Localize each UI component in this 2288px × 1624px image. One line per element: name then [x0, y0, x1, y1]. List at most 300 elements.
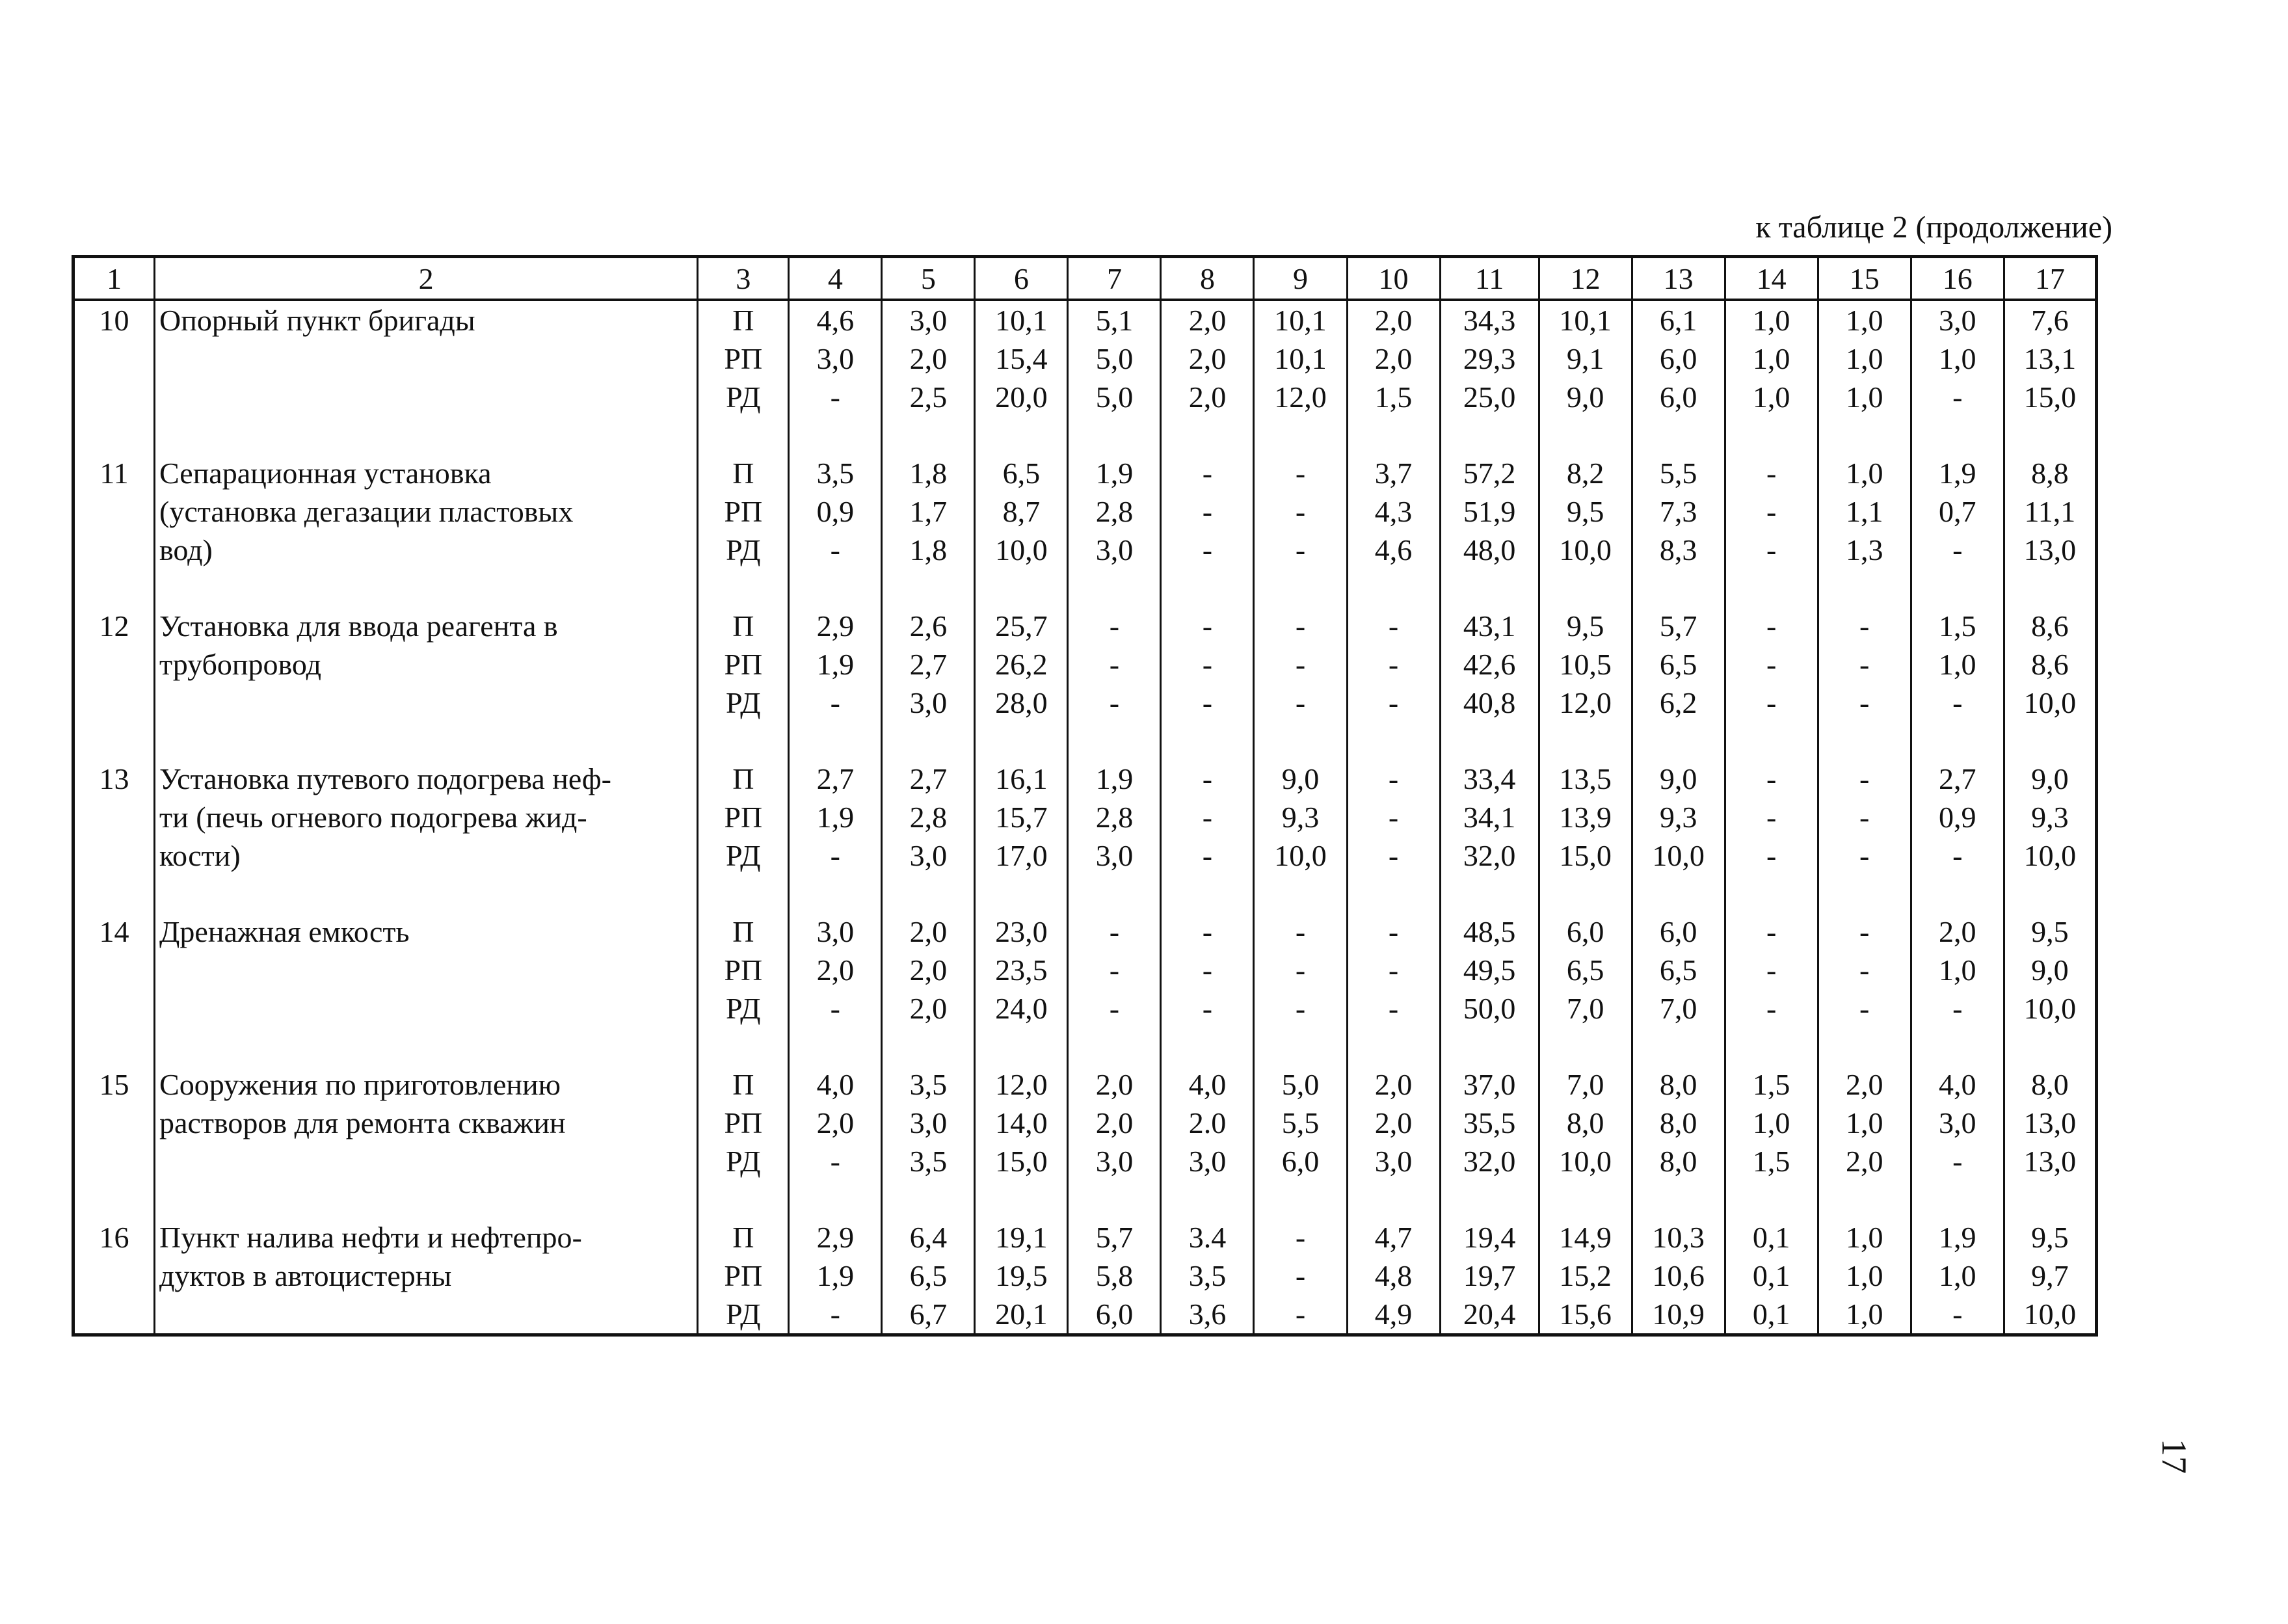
- value: 13,1: [2023, 342, 2077, 375]
- value: 9,3: [1281, 801, 1320, 834]
- value-cell-col-16: [1911, 760, 2004, 912]
- value: 3.4: [1188, 1221, 1227, 1254]
- value-cell-col-8: [1161, 912, 1254, 1065]
- facility-name: [155, 912, 698, 1065]
- row-number: 15: [73, 1065, 155, 1218]
- value: 16,1: [995, 762, 1048, 795]
- value: 13,0: [2023, 533, 2077, 566]
- table-row: [73, 607, 2097, 760]
- value: 14,9: [1559, 1221, 1612, 1254]
- value: 2,5: [909, 380, 948, 414]
- value-cell-col-11: [1440, 1065, 1539, 1218]
- value: -: [1202, 915, 1213, 948]
- value: 9,7: [2031, 1259, 2069, 1292]
- value-cell-col-14: [1725, 1065, 1818, 1218]
- value: 34,3: [1463, 304, 1516, 337]
- value: -: [1388, 953, 1399, 987]
- value: 3,6: [1188, 1298, 1227, 1331]
- value-cell-col-9: [1254, 300, 1347, 454]
- value-cell-col-6: [975, 1065, 1068, 1218]
- value-cell-col-8: [1161, 454, 1254, 607]
- value-cell-col-17: [2004, 607, 2096, 760]
- value: 20,0: [995, 380, 1048, 414]
- value-cell-col-6: [975, 1218, 1068, 1335]
- value-cell-col-12: [1539, 1218, 1632, 1335]
- value: 0,1: [1752, 1221, 1790, 1254]
- value: -: [1766, 686, 1777, 719]
- value: 2,0: [1938, 915, 1976, 948]
- value-cell-col-9: [1254, 607, 1347, 760]
- value: 33,4: [1463, 762, 1516, 795]
- value: -: [1859, 801, 1870, 834]
- value: 3,0: [816, 915, 855, 948]
- value-cell-col-14: [1725, 760, 1818, 912]
- value: -: [1952, 839, 1963, 872]
- value: 43,1: [1463, 609, 1516, 643]
- value: -: [1766, 457, 1777, 490]
- value: -: [1859, 609, 1870, 643]
- value: 2,0: [1374, 1106, 1413, 1139]
- value: 57,2: [1463, 457, 1516, 490]
- value: 1,5: [1374, 380, 1413, 414]
- value: -: [1295, 953, 1306, 987]
- indicator-type-value: РП: [724, 495, 763, 528]
- table-row: [73, 760, 2097, 912]
- value: 10,1: [1274, 304, 1327, 337]
- value: 5,7: [1095, 1221, 1134, 1254]
- facility-name-line: Установка для ввода реагента в: [159, 609, 558, 643]
- indicator-type: [698, 912, 789, 1065]
- value: 10,0: [2023, 992, 2077, 1025]
- table-container: [72, 255, 2098, 1337]
- value-cell-col-17: [2004, 912, 2096, 1065]
- value-cell-col-5: [882, 1065, 975, 1218]
- value-cell-col-9: [1254, 454, 1347, 607]
- value-cell-col-4: [789, 607, 882, 760]
- value: 1,0: [1845, 380, 1883, 414]
- value-cell-col-7: [1068, 912, 1161, 1065]
- value: -: [1388, 686, 1399, 719]
- value: -: [1109, 915, 1120, 948]
- value: 10,1: [1559, 304, 1612, 337]
- value-cell-col-14: [1725, 300, 1818, 454]
- value: 10,0: [1559, 533, 1612, 566]
- value: -: [830, 992, 840, 1025]
- value: 2,0: [1845, 1068, 1883, 1101]
- value: 1,0: [1845, 304, 1883, 337]
- value-cell-col-13: [1632, 1065, 1725, 1218]
- value: -: [1295, 648, 1306, 681]
- value-cell-col-9: [1254, 1218, 1347, 1335]
- facility-name-line: Сепарационная установка: [159, 457, 492, 490]
- table-body: [73, 300, 2097, 1335]
- value: 1,3: [1845, 533, 1883, 566]
- value: 13,5: [1559, 762, 1612, 795]
- indicator-type: [698, 454, 789, 607]
- indicator-type-value: РД: [726, 839, 761, 872]
- value: 8,0: [1566, 1106, 1604, 1139]
- value: 1,9: [1938, 1221, 1976, 1254]
- value: 37,0: [1463, 1068, 1516, 1101]
- value: 51,9: [1463, 495, 1516, 528]
- value: -: [1295, 1221, 1306, 1254]
- value: 3,0: [1095, 839, 1134, 872]
- value-cell-col-14: [1725, 607, 1818, 760]
- value-cell-col-8: [1161, 1065, 1254, 1218]
- value-cell-col-15: [1818, 607, 1911, 760]
- value: -: [1202, 609, 1213, 643]
- value-cell-col-13: [1632, 607, 1725, 760]
- value-cell-col-10: [1347, 1218, 1440, 1335]
- value-cell-col-13: [1632, 454, 1725, 607]
- value: 1,0: [1752, 304, 1790, 337]
- indicator-type-value: РД: [726, 1145, 761, 1178]
- value: -: [1859, 686, 1870, 719]
- facility-name-line: Дренажная емкость: [159, 915, 410, 948]
- value: 6,5: [1566, 953, 1604, 987]
- value: 5,0: [1281, 1068, 1320, 1101]
- value-cell-col-17: [2004, 454, 2096, 607]
- column-header-1: 1: [73, 257, 155, 300]
- value: 9,0: [1281, 762, 1320, 795]
- value: 2,0: [909, 915, 948, 948]
- value: 10,0: [2023, 686, 2077, 719]
- value: 7,3: [1659, 495, 1697, 528]
- value-cell-col-8: [1161, 760, 1254, 912]
- value-cell-col-8: [1161, 300, 1254, 454]
- value-cell-col-7: [1068, 300, 1161, 454]
- value: 8,3: [1659, 533, 1697, 566]
- value: 9,0: [1566, 380, 1604, 414]
- value-cell-col-5: [882, 454, 975, 607]
- value: 6,5: [1002, 457, 1041, 490]
- value: 5,1: [1095, 304, 1134, 337]
- value: 7,0: [1566, 1068, 1604, 1101]
- value: 5,5: [1281, 1106, 1320, 1139]
- value: -: [1295, 1259, 1306, 1292]
- value: -: [830, 839, 840, 872]
- value: 6,0: [1095, 1298, 1134, 1331]
- value: 1,9: [1938, 457, 1976, 490]
- value-cell-col-4: [789, 454, 882, 607]
- column-header-3: 3: [698, 257, 789, 300]
- value: 4,8: [1374, 1259, 1413, 1292]
- value: 9,3: [2031, 801, 2069, 834]
- value: 13,9: [1559, 801, 1612, 834]
- value: 8,6: [2031, 609, 2069, 643]
- facility-name-line: трубопровод: [159, 648, 321, 681]
- value: 2,0: [1374, 1068, 1413, 1101]
- value: 25,7: [995, 609, 1048, 643]
- value-cell-col-12: [1539, 300, 1632, 454]
- value: 4,6: [816, 304, 855, 337]
- value: 6,5: [1659, 953, 1697, 987]
- value-cell-col-4: [789, 1218, 882, 1335]
- indicator-type-value: РП: [724, 342, 763, 375]
- value: 15,2: [1559, 1259, 1612, 1292]
- value: 1,1: [1845, 495, 1883, 528]
- value: 3,7: [1374, 457, 1413, 490]
- value: 1,5: [1752, 1145, 1790, 1178]
- value-cell-col-10: [1347, 912, 1440, 1065]
- indicator-type-value: П: [732, 457, 754, 490]
- value: 5,5: [1659, 457, 1697, 490]
- value: 1,7: [909, 495, 948, 528]
- facility-name: [155, 1218, 698, 1335]
- value: 1,0: [1938, 648, 1976, 681]
- column-header-10: 10: [1347, 257, 1440, 300]
- value: 9,5: [1566, 609, 1604, 643]
- value: -: [830, 686, 840, 719]
- value: 15,0: [2023, 380, 2077, 414]
- value: 32,0: [1463, 839, 1516, 872]
- facility-name: [155, 1065, 698, 1218]
- value: 1,0: [1845, 1259, 1883, 1292]
- value: 28,0: [995, 686, 1048, 719]
- value: -: [1952, 380, 1963, 414]
- value: 8,0: [1659, 1106, 1697, 1139]
- value: 0,7: [1938, 495, 1976, 528]
- value-cell-col-6: [975, 912, 1068, 1065]
- value: 7,0: [1659, 992, 1697, 1025]
- table-row: [73, 1218, 2097, 1335]
- value: 3,0: [1095, 533, 1134, 566]
- column-header-8: 8: [1161, 257, 1254, 300]
- value: 5,8: [1095, 1259, 1134, 1292]
- value: 4,0: [1188, 1068, 1227, 1101]
- column-header-7: 7: [1068, 257, 1161, 300]
- value: 1,0: [1938, 1259, 1976, 1292]
- value: 1,9: [816, 801, 855, 834]
- facility-name-line: растворов для ремонта скважин: [159, 1106, 566, 1139]
- facility-name: [155, 760, 698, 912]
- value: 6,2: [1659, 686, 1697, 719]
- value: -: [1202, 992, 1213, 1025]
- value: 15,7: [995, 801, 1048, 834]
- value-cell-col-8: [1161, 1218, 1254, 1335]
- indicator-type-value: РП: [724, 648, 763, 681]
- value-cell-col-7: [1068, 1218, 1161, 1335]
- value: -: [830, 533, 840, 566]
- value: 10,6: [1652, 1259, 1705, 1292]
- value: 9,5: [2031, 1221, 2069, 1254]
- value: -: [1766, 839, 1777, 872]
- value: 2,8: [909, 801, 948, 834]
- value: 2,9: [816, 1221, 855, 1254]
- value-cell-col-5: [882, 760, 975, 912]
- value: 1,0: [1752, 1106, 1790, 1139]
- value: 3,0: [1374, 1145, 1413, 1178]
- value: 15,6: [1559, 1298, 1612, 1331]
- value: 1,9: [816, 1259, 855, 1292]
- value: 2,8: [1095, 801, 1134, 834]
- value: 48,5: [1463, 915, 1516, 948]
- facility-name-line: (установка дегазации пластовых: [159, 495, 574, 528]
- indicator-type: [698, 760, 789, 912]
- value: 13,0: [2023, 1145, 2077, 1178]
- value: -: [1859, 992, 1870, 1025]
- indicator-type-value: РД: [726, 533, 761, 566]
- value: -: [1202, 686, 1213, 719]
- indicator-type: [698, 1218, 789, 1335]
- value: 6,0: [1659, 380, 1697, 414]
- value: 4,7: [1374, 1221, 1413, 1254]
- value: 1,0: [1845, 342, 1883, 375]
- value: 2,0: [816, 953, 855, 987]
- value: -: [1859, 762, 1870, 795]
- value: 3,0: [816, 342, 855, 375]
- indicator-type-value: П: [732, 1068, 754, 1101]
- value-cell-col-11: [1440, 300, 1539, 454]
- value-cell-col-13: [1632, 912, 1725, 1065]
- value: 7,0: [1566, 992, 1604, 1025]
- value: -: [1202, 762, 1213, 795]
- value: 2,8: [1095, 495, 1134, 528]
- value-cell-col-15: [1818, 454, 1911, 607]
- value: 15,0: [995, 1145, 1048, 1178]
- value: 6,0: [1659, 915, 1697, 948]
- value: 9,1: [1566, 342, 1604, 375]
- value: -: [1766, 648, 1777, 681]
- value: -: [1202, 801, 1213, 834]
- column-header-12: 12: [1539, 257, 1632, 300]
- value: 2,0: [909, 992, 948, 1025]
- value: 10,3: [1652, 1221, 1705, 1254]
- value: 0,1: [1752, 1259, 1790, 1292]
- row-number: 12: [73, 607, 155, 760]
- value: 8,7: [1002, 495, 1041, 528]
- value: 4,0: [816, 1068, 855, 1101]
- value-cell-col-10: [1347, 454, 1440, 607]
- table-row: [73, 1065, 2097, 1218]
- value-cell-col-10: [1347, 607, 1440, 760]
- value-cell-col-6: [975, 760, 1068, 912]
- value-cell-col-11: [1440, 912, 1539, 1065]
- value: 9,0: [2031, 762, 2069, 795]
- value: 12,0: [995, 1068, 1048, 1101]
- value: 42,6: [1463, 648, 1516, 681]
- value: 13,0: [2023, 1106, 2077, 1139]
- value-cell-col-11: [1440, 607, 1539, 760]
- value: 2,0: [1095, 1106, 1134, 1139]
- value: -: [1952, 992, 1963, 1025]
- value: 48,0: [1463, 533, 1516, 566]
- value: 2,0: [816, 1106, 855, 1139]
- indicator-type-value: РД: [726, 380, 761, 414]
- value: 3,5: [1188, 1259, 1227, 1292]
- value-cell-col-14: [1725, 1218, 1818, 1335]
- facility-name-line: Опорный пункт бригады: [159, 304, 475, 337]
- value: 32,0: [1463, 1145, 1516, 1178]
- value-cell-col-4: [789, 760, 882, 912]
- value-cell-col-4: [789, 912, 882, 1065]
- value-cell-col-16: [1911, 912, 2004, 1065]
- value: 3,0: [1938, 1106, 1976, 1139]
- facility-name: [155, 454, 698, 607]
- value-cell-col-10: [1347, 300, 1440, 454]
- value: 17,0: [995, 839, 1048, 872]
- value: -: [1109, 686, 1120, 719]
- value: 19,5: [995, 1259, 1048, 1292]
- table-row: [73, 454, 2097, 607]
- value-cell-col-7: [1068, 607, 1161, 760]
- value: 10,5: [1559, 648, 1612, 681]
- value: -: [1766, 953, 1777, 987]
- value-cell-col-16: [1911, 1218, 2004, 1335]
- value: -: [1109, 953, 1120, 987]
- value: -: [1295, 992, 1306, 1025]
- value: 10,0: [2023, 1298, 2077, 1331]
- value: 1,0: [1938, 953, 1976, 987]
- value: 10,0: [1652, 839, 1705, 872]
- value: 0,1: [1752, 1298, 1790, 1331]
- value: 2,0: [1188, 304, 1227, 337]
- value-cell-col-13: [1632, 1218, 1725, 1335]
- value-cell-col-9: [1254, 1065, 1347, 1218]
- value: -: [1766, 609, 1777, 643]
- value: 12,0: [1274, 380, 1327, 414]
- value: 1,0: [1752, 380, 1790, 414]
- value: 24,0: [995, 992, 1048, 1025]
- value: 6,0: [1566, 915, 1604, 948]
- value: -: [1859, 915, 1870, 948]
- value-cell-col-16: [1911, 454, 2004, 607]
- value: 34,1: [1463, 801, 1516, 834]
- value-cell-col-17: [2004, 1218, 2096, 1335]
- value: 35,5: [1463, 1106, 1516, 1139]
- facility-name-line: кости): [159, 839, 241, 872]
- facility-name-line: дуктов в автоцистерны: [159, 1259, 452, 1292]
- value: 9,3: [1659, 801, 1697, 834]
- column-header-11: 11: [1440, 257, 1539, 300]
- value: -: [1388, 648, 1399, 681]
- value: 2,9: [816, 609, 855, 643]
- value-cell-col-5: [882, 912, 975, 1065]
- value-cell-col-15: [1818, 1065, 1911, 1218]
- table-row: [73, 300, 2097, 454]
- value: -: [1388, 915, 1399, 948]
- value-cell-col-14: [1725, 454, 1818, 607]
- value-cell-col-10: [1347, 1065, 1440, 1218]
- value-cell-col-12: [1539, 1065, 1632, 1218]
- value: 2,7: [909, 762, 948, 795]
- facility-name: [155, 607, 698, 760]
- value-cell-col-11: [1440, 1218, 1539, 1335]
- value: -: [1766, 762, 1777, 795]
- value: 12,0: [1559, 686, 1612, 719]
- value-cell-col-11: [1440, 760, 1539, 912]
- value: 20,4: [1463, 1298, 1516, 1331]
- value: 1,9: [1095, 457, 1134, 490]
- value: 9,0: [2031, 953, 2069, 987]
- value: 10,0: [1274, 839, 1327, 872]
- value: -: [1766, 533, 1777, 566]
- value: -: [830, 1298, 840, 1331]
- column-header-4: 4: [789, 257, 882, 300]
- value-cell-col-16: [1911, 300, 2004, 454]
- value: 1,5: [1752, 1068, 1790, 1101]
- value: 2,7: [816, 762, 855, 795]
- value-cell-col-6: [975, 607, 1068, 760]
- value: 1,0: [1752, 342, 1790, 375]
- column-header-13: 13: [1632, 257, 1725, 300]
- value: 8,0: [1659, 1145, 1697, 1178]
- indicator-type-value: РД: [726, 992, 761, 1025]
- value: -: [1859, 839, 1870, 872]
- value-cell-col-12: [1539, 454, 1632, 607]
- value: -: [1202, 953, 1213, 987]
- value-cell-col-7: [1068, 1065, 1161, 1218]
